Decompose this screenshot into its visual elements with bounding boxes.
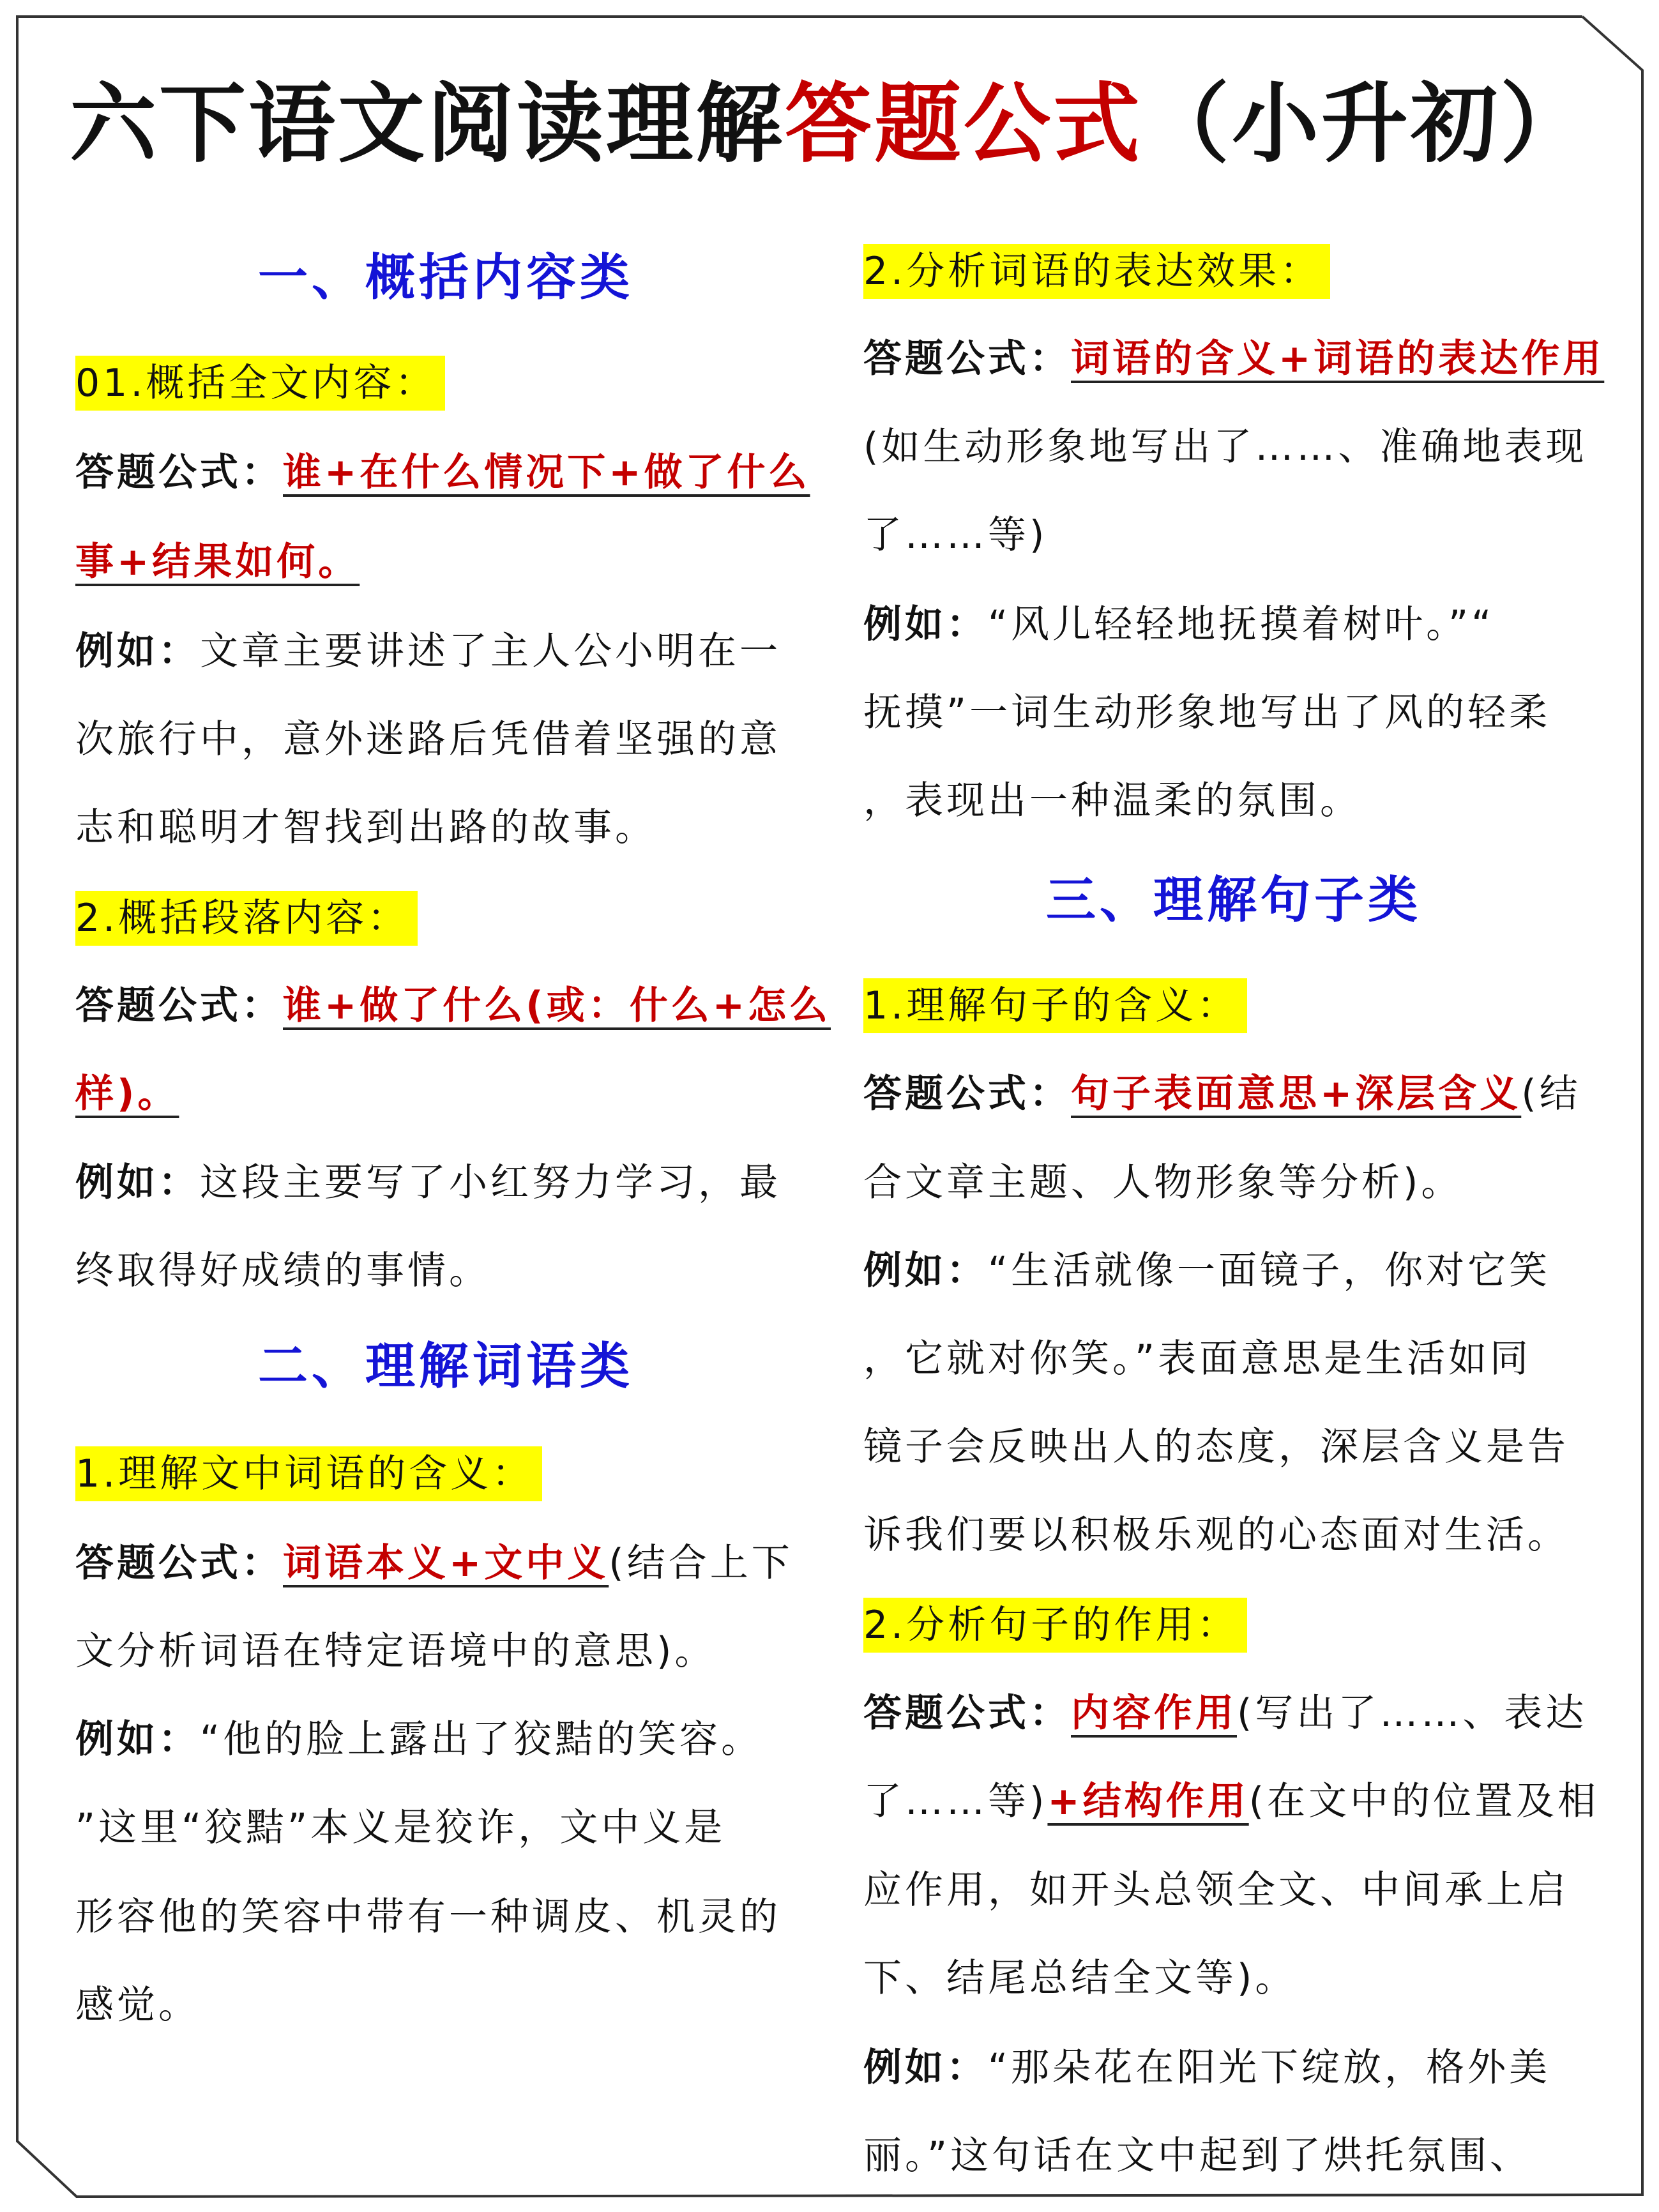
subheading-summarize-paragraph: 2.概括段落内容： bbox=[75, 893, 418, 944]
title-suffix: （小升初） bbox=[1142, 74, 1589, 175]
section-heading-words: 二、理解词语类 bbox=[257, 1338, 633, 1395]
example-line: ”这里“狡黠”本义是狡诈，文中义是 bbox=[75, 1805, 726, 1850]
formula-line: 了……等)+结构作用(在文中的位置及相 bbox=[863, 1779, 1600, 1824]
example-line: 例如：“生活就像一面镜子，你对它笑 bbox=[863, 1248, 1551, 1293]
example-line: 志和聪明才智找到出路的故事。 bbox=[75, 805, 656, 850]
title-highlight: 答题公式 bbox=[785, 74, 1142, 175]
example-line: ，表现出一种温柔的氛围。 bbox=[863, 778, 1361, 823]
formula-note-line: 了……等) bbox=[863, 513, 1048, 557]
example-line: 抚摸”一词生动形象地写出了风的轻柔 bbox=[863, 690, 1551, 735]
formula-note-line: 文分析词语在特定语境中的意思)。 bbox=[75, 1629, 716, 1674]
subheading-sentence-meaning: 1.理解句子的含义： bbox=[863, 980, 1247, 1031]
example-line: 镜子会反映出人的态度，深层含义是告 bbox=[863, 1425, 1569, 1469]
example-line: 例如：“风儿轻轻地抚摸着树叶。”“ bbox=[863, 602, 1495, 647]
section-heading-summarize: 一、概括内容类 bbox=[257, 249, 633, 307]
formula-line: 答题公式：句子表面意思+深层含义(结 bbox=[863, 1072, 1581, 1116]
formula-line: 答题公式：内容作用(写出了……、表达 bbox=[863, 1691, 1587, 1736]
example-line: 感觉。 bbox=[75, 1983, 200, 2027]
title-prefix: 六下语文阅读理解 bbox=[70, 74, 785, 175]
formula-note-line: 下、结尾总结全文等)。 bbox=[863, 1956, 1297, 2001]
example-line: 次旅行中，意外迷路后凭借着坚强的意 bbox=[75, 717, 781, 762]
example-line: 例如：这段主要写了小红努力学习，最 bbox=[75, 1160, 781, 1205]
example-line: 形容他的笑容中带有一种调皮、机灵的 bbox=[75, 1895, 781, 1939]
example-line: 例如：“那朵花在阳光下绽放，格外美 bbox=[863, 2045, 1551, 2090]
example-line: 例如：文章主要讲述了主人公小明在一 bbox=[75, 629, 781, 674]
formula-line: 答题公式：词语的含义+词语的表达作用 bbox=[863, 337, 1605, 381]
formula-line: 答题公式：词语本义+文中义(结合上下 bbox=[75, 1541, 793, 1586]
section-heading-sentences: 三、理解句子类 bbox=[1045, 872, 1421, 929]
formula-line: 答题公式：谁+做了什么(或：什么+怎么 bbox=[75, 983, 831, 1028]
subheading-sentence-function: 2.分析句子的作用： bbox=[863, 1600, 1247, 1651]
formula-line: 事+结果如何。 bbox=[75, 540, 360, 584]
formula-line: 样)。 bbox=[75, 1072, 179, 1116]
example-line: 丽。”这句话在文中起到了烘托氛围、 bbox=[863, 2133, 1532, 2178]
example-line: 例如：“他的脸上露出了狡黠的笑容。 bbox=[75, 1717, 763, 1762]
example-line: 终取得好成绩的事情。 bbox=[75, 1248, 490, 1293]
formula-note-line: 合文章主题、人物形象等分析)。 bbox=[863, 1160, 1463, 1205]
subheading-word-effect: 2.分析词语的表达效果： bbox=[863, 246, 1330, 297]
page-title bbox=[0, 70, 1659, 179]
example-line: 诉我们要以积极乐观的心态面对生活。 bbox=[863, 1513, 1569, 1557]
formula-line: 答题公式：谁+在什么情况下+做了什么 bbox=[75, 450, 810, 495]
formula-note-line: 应作用，如开头总领全文、中间承上启 bbox=[863, 1868, 1569, 1913]
formula-note-line: (如生动形象地写出了……、准确地表现 bbox=[863, 425, 1587, 469]
subheading-summarize-full-text: 01.概括全文内容： bbox=[75, 358, 445, 409]
example-line: ，它就对你笑。”表面意思是生活如同 bbox=[863, 1337, 1532, 1381]
subheading-word-meaning: 1.理解文中词语的含义： bbox=[75, 1448, 542, 1499]
